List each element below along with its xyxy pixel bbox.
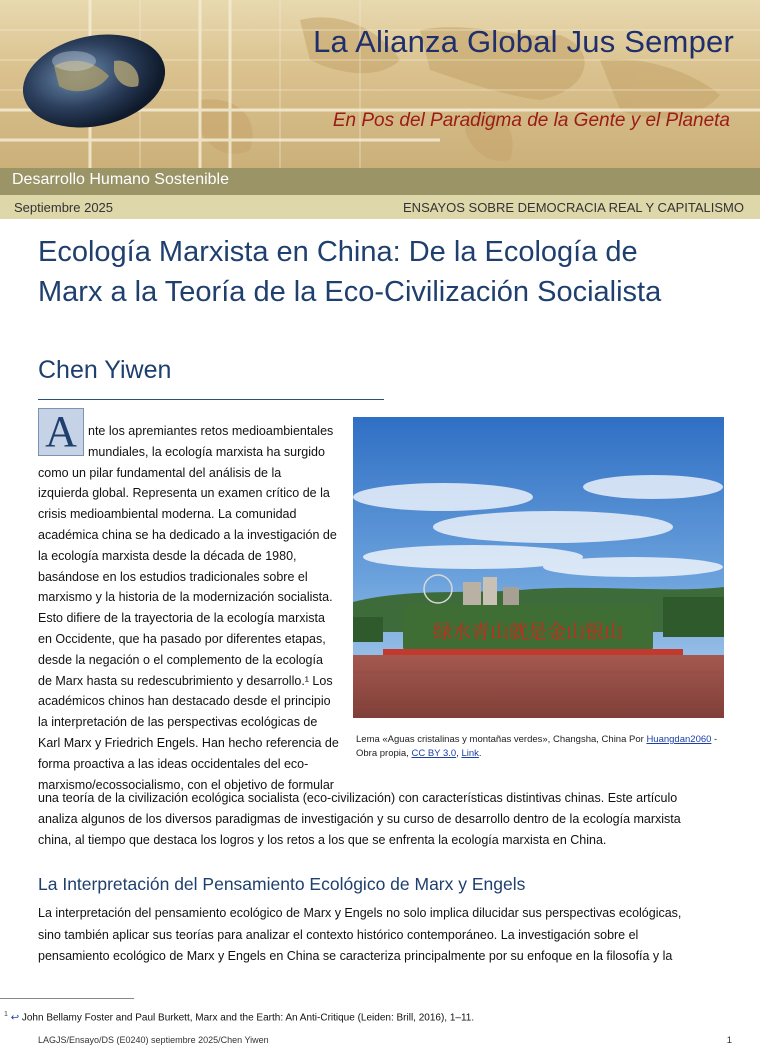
author-divider [38, 399, 384, 400]
text-line: marxismo y la historia de la modernización socialista. [38, 590, 333, 605]
text-line: mundiales, la ecología marxista ha surgido [88, 444, 325, 459]
drop-cap: A [38, 408, 84, 456]
article-photo [353, 417, 724, 718]
text-line: pensamiento ecológico de Marx y Engels en China se caracteriza principalmente por su enfoque en la filosofía y la [38, 949, 673, 963]
section-bar [0, 168, 760, 195]
text-line: la interpretación de las perspectivas ecológicas de [38, 715, 318, 730]
tagline: En Pos del Paradigma de la Gente y el Planeta [332, 110, 730, 131]
text-line: basándose en los estudios tradicionales sobre el [38, 569, 308, 584]
footnote-backlink-icon[interactable]: ↩ [10, 1012, 20, 1024]
title-line: Marx a la Teoría de la Eco-Civilización Socialista [38, 276, 662, 308]
text-line: analiza algunos de los diversos paradigmas de investigación y su curso de desarrollo dentro de la ecología marxista [38, 811, 681, 826]
info-bar [0, 195, 760, 219]
text-line: Esto difiere de la trayectoria de la ecología marxista [38, 611, 325, 626]
text-line: desde la negación o el complemento de la ecología [38, 652, 323, 667]
article-title [38, 232, 728, 312]
footnote-marker: 1 [4, 1011, 8, 1018]
text-line: crisis medioambiental moderna. La comunidad [38, 507, 297, 522]
source-link[interactable]: Link [461, 748, 479, 759]
text-line: Karl Marx y Friedrich Engels. Han hecho referencia de [38, 736, 339, 750]
text-line: nte los apremiantes retos medioambientales [88, 424, 334, 438]
footnote [4, 1011, 474, 1023]
text-line: de Marx hasta su redescubrimiento y desarrollo.¹ Los [38, 673, 333, 688]
text-line: una teoría de la civilización ecológica socialista (eco-civilización) con características distintivas chinas. Este artículo [38, 791, 678, 805]
caption-text: . [478, 748, 482, 759]
header-banner [0, 0, 760, 168]
caption-text: - Obra propia, [356, 734, 718, 759]
caption-text: Lema «Aguas cristalinas y montañas verdes», Changsha, China Por [356, 734, 647, 745]
author-name: Chen Yiwen [38, 356, 172, 384]
license-link[interactable]: CC BY 3.0 [411, 748, 457, 759]
publication-date: Septiembre 2025 [14, 200, 114, 215]
page-number: 1 [726, 1035, 732, 1046]
title-line: Ecología Marxista en China: De la Ecología de [38, 236, 638, 268]
author-link[interactable]: Huangdan2060 [646, 734, 712, 745]
section-heading: La Interpretación del Pensamiento Ecológico de Marx y Engels [38, 874, 526, 894]
footnote-divider [0, 998, 134, 999]
text-line: la ecología marxista desde la década de 1980, [38, 548, 297, 563]
org-title: La Alianza Global Jus Semper [313, 24, 734, 59]
footnote-text: John Bellamy Foster and Paul Burkett, Marx and the Earth: An Anti-Critique (Leiden: Brill, 2016), 1–11. [21, 1012, 475, 1024]
photo-scene [353, 417, 724, 718]
text-line: como un pilar fundamental del análisis de la [38, 465, 282, 480]
globe-icon [14, 26, 174, 136]
text-line: sino también aplicar sus teorías para analizar el contexto histórico contemporáneo. La investigación sobre el [38, 927, 639, 942]
text-line: en Occidente, que ha pasado por diferentes etapas, [38, 632, 326, 646]
photo-caption [356, 733, 726, 761]
footer-reference: LAGJS/Ensayo/DS (E0240) septiembre 2025/Chen Yiwen [38, 1035, 269, 1045]
text-line: académicos chinos han destacado desde el principio [38, 694, 331, 709]
sign-text: 绿水青山就是金山银山 [432, 621, 624, 643]
text-line: marxismo/ecossocialismo, con el objetivo de formular [38, 777, 334, 792]
text-line: La interpretación del pensamiento ecológico de Marx y Engels no solo implica dilucidar sus perspectivas ecológicas, [38, 906, 682, 920]
caption-text: , [456, 748, 462, 759]
text-line: izquierda global. Representa un examen crítico de la [38, 486, 330, 501]
text-line: china, al tiempo que destaca los logros y los retos a los que se enfrenta la ecología marxista en China. [38, 832, 607, 847]
series-label: ENSAYOS SOBRE DEMOCRACIA REAL Y CAPITALISMO [403, 200, 744, 215]
text-line: forma proactiva a las ideas occidentales del eco- [38, 756, 309, 771]
text-line: académica china se ha dedicado a la investigación de [38, 528, 337, 542]
section-label: Desarrollo Humano Sostenible [12, 171, 229, 188]
